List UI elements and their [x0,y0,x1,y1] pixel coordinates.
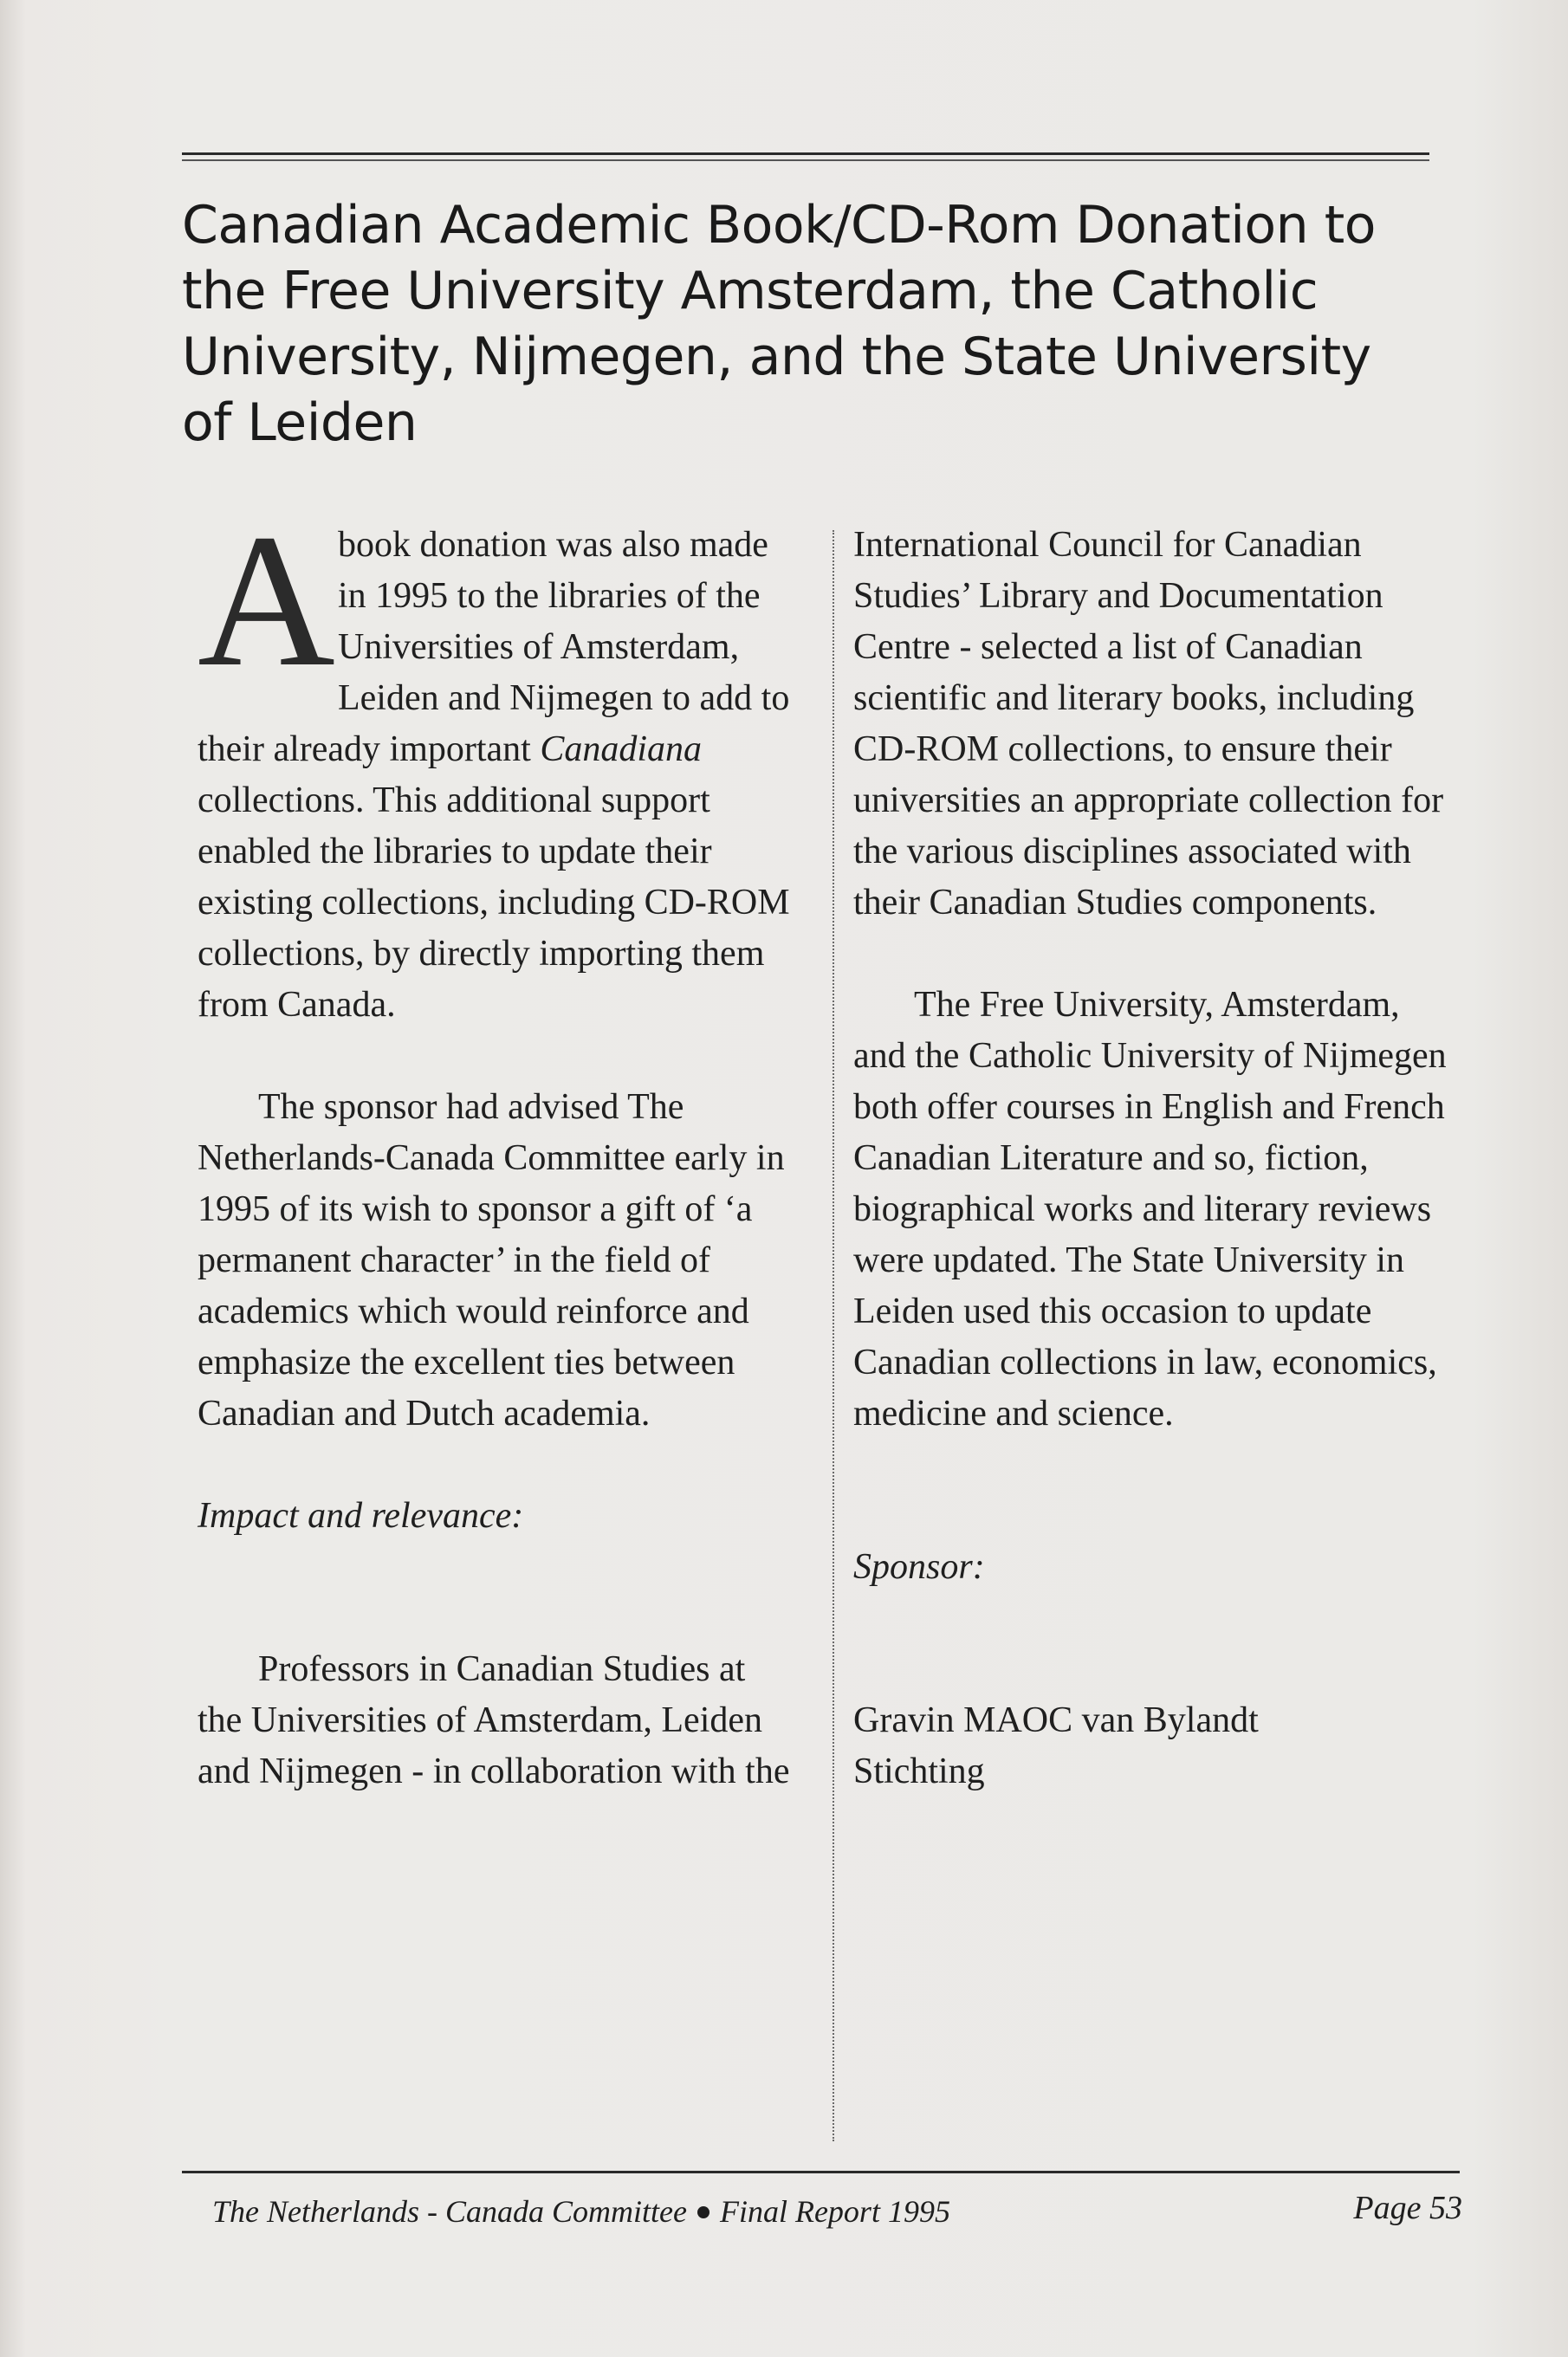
footer-rule [182,2171,1460,2173]
right-column [853,520,1460,1797]
drop-cap: A [198,495,335,706]
sponsor-heading: Sponsor: [853,1547,985,1587]
top-rule [182,152,1429,161]
council-paragraph: International Council for Canadian Studies’ Library and Documentation Centre - selected a list of Canadian scientific and literary books, including CD-ROM collections, to ensure their universities an appropriate collection for the various disciplines associated with their Canadian Studies components. [853,525,1444,923]
page-title: Canadian Academic Book/CD-Rom Donation to the Free University Amsterdam, the Catholic University, Nijmegen, and the State University of Leiden [182,195,1376,453]
footer-report: Final Report 1995 [719,2194,950,2229]
impact-heading: Impact and relevance: [198,1496,524,1536]
professors-paragraph: Professors in Canadian Studies at the Universities of Amsterdam, Leiden and Nijmegen - in collaboration with the [198,1649,790,1791]
footer-committee: The Netherlands - Canada Committee [212,2194,687,2229]
intro-text: book donation was also made in 1995 to the libraries of the Universities of Amsterdam, Leiden and Nijmegen to add to their already important [198,525,790,769]
left-column [198,495,795,1797]
page-number: Page 53 [1353,2190,1462,2226]
footer-report-title [212,2192,950,2231]
column-divider [833,530,834,2141]
intro-italic-text: Canadiana [540,729,703,769]
sponsor-name-line2: Stichting [853,1752,985,1791]
universities-paragraph: The Free University, Amsterdam, and the Catholic University of Nijmegen both offer courses in English and French Canadian Literature and so, fiction, biographical works and literary reviews were updated. The State University in Leiden used this occasion to update Canadian collections in law, economics, medicine and science. [853,985,1447,1434]
bullet-icon [697,2206,709,2218]
sponsor-paragraph: The sponsor had advised The Netherlands-Canada Committee early in 1995 of its wish to sponsor a gift of ‘a permanent character’ in the field of academics which would reinforce and emphasize the excellent ties between Canadian and Dutch academia. [198,1087,785,1434]
intro-text-end: collections. This additional support enabled the libraries to update their existing collections, including CD-ROM collections, by directly importing them from Canada. [198,780,790,1025]
sponsor-name-line1: Gravin MAOC van Bylandt [853,1700,1259,1740]
intro-paragraph [198,495,795,1031]
